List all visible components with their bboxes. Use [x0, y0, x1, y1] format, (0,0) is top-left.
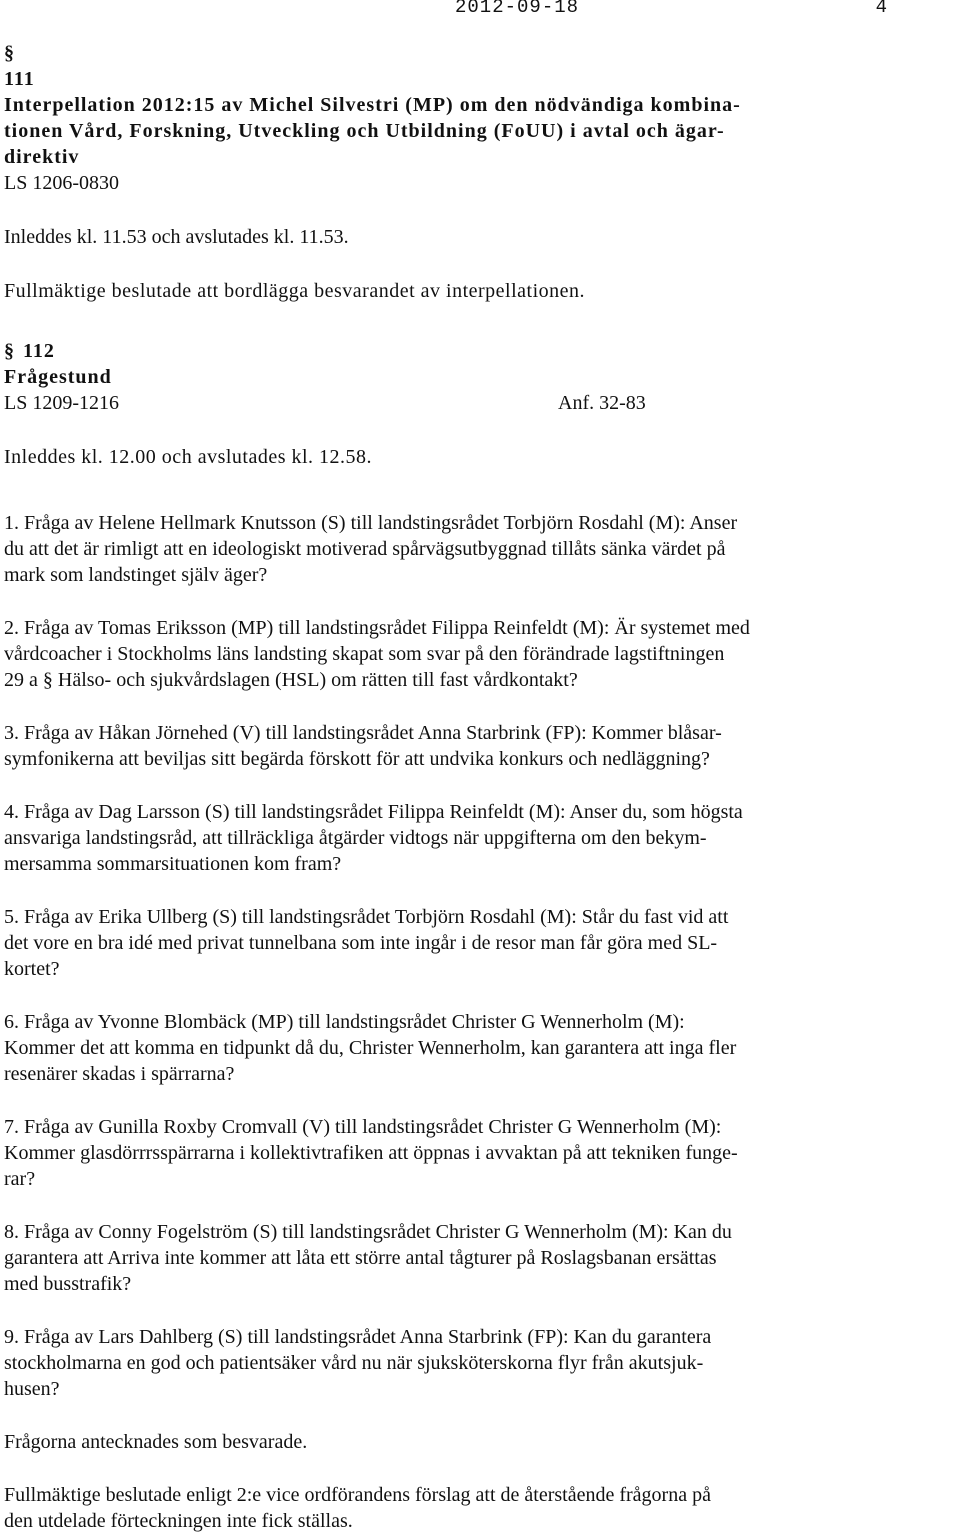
answered-note: Frågorna antecknades som besvarade. [4, 1431, 308, 1453]
question-8: 8. Fråga av Conny Fogelström (S) till landstingsrådet Christer G Wennerholm (M): Kan du garantera att Arriva inte kommer att låta ett större antal tågturer på Roslagsbanan ersättas med busstrafik? [4, 1221, 732, 1295]
section-decision: Fullmäktige beslutade att bordlägga besvarandet av interpellationen. [4, 280, 586, 302]
question-3: 3. Fråga av Håkan Jörnehed (V) till landstingsrådet Anna Starbrink (FP): Kommer blåsar- symfonikerna att beviljas sitt begärda förskott för att undvika konkurs och nedläggning? [4, 722, 722, 770]
page-number: 4 [875, 0, 888, 18]
section-number [4, 40, 954, 66]
document-body [4, 40, 954, 1534]
section-title: Frågestund [4, 366, 112, 388]
section-number-111: 111 [4, 68, 35, 90]
question-2: 2. Fråga av Tomas Eriksson (MP) till landstingsrådet Filippa Reinfeldt (M): Är systemet med vårdcoacher i Stockholms läns landsting skapat som svar på den förändrade lagstiftningen 29 a § Hälso- och sjukvårdslagen (HSL) om rätten till fast vårdkontakt? [4, 617, 750, 691]
question-7: 7. Fråga av Gunilla Roxby Cromvall (V) till landstingsrådet Christer G Wennerholm (M): Kommer glasdörrrsspärrarna i kollektivtrafiken att öppnas i avvaktan på att tekniken funge- rar? [4, 1116, 738, 1190]
question-6: 6. Fråga av Yvonne Blombäck (MP) till landstingsrådet Christer G Wennerholm (M): Kommer det att komma en tidpunkt då du, Christer Wennerholm, kan garantera att inga fler resenärer skadas i spärrarna? [4, 1011, 737, 1085]
section-112 [4, 338, 954, 470]
final-decision-line-1: Fullmäktige beslutade enligt 2:e vice ordförandens förslag att de återstående frågorna på [4, 1484, 711, 1506]
section-title-line-2: tionen Vård, Forskning, Utveckling och Utbildning (FoUU) i avtal och ägar- [4, 120, 725, 142]
anf-range: Anf. 32-83 [558, 392, 646, 414]
page-header [455, 0, 888, 22]
section-title-line-3: direktiv [4, 146, 80, 168]
final-decision-line-2: den utdelade förteckningen inte fick ställas. [4, 1510, 353, 1532]
section-111 [4, 40, 954, 304]
section-time: Inleddes kl. 11.53 och avslutades kl. 11.53. [4, 226, 349, 248]
section-title-line-1: Interpellation 2012:15 av Michel Silvestri (MP) om den nödvändiga kombina- [4, 94, 741, 116]
section-reference: LS 1206-0830 [4, 172, 119, 194]
reference-row [4, 390, 954, 416]
header-date: 2012-09-18 [455, 0, 580, 18]
question-9: 9. Fråga av Lars Dahlberg (S) till landstingsrådet Anna Starbrink (FP): Kan du garantera stockholmarna en god och patientsäker vård nu när sjuksköterskorna flyr från akutsjuk- husen? [4, 1326, 712, 1400]
section-number-112: § 112 [4, 340, 55, 362]
question-list [4, 510, 954, 1402]
section-symbol: § [4, 340, 15, 362]
question-4: 4. Fråga av Dag Larsson (S) till landstingsrådet Filippa Reinfeldt (M): Anser du, som högsta ansvariga landstingsråd, att tillräckliga åtgärder vidtogs när uppgifterna om den bekym- mersamma sommarsituationen kom fram? [4, 801, 743, 875]
section-reference: LS 1209-1216 [4, 392, 119, 414]
section-symbol: § [4, 42, 15, 64]
section-time: Inleddes kl. 12.00 och avslutades kl. 12.58. [4, 446, 373, 468]
question-5: 5. Fråga av Erika Ullberg (S) till landstingsrådet Torbjörn Rosdahl (M): Står du fast vid att det vore en bra idé med privat tunnelbana som inte ingår i de resor man får göra med SL- kortet? [4, 906, 729, 980]
question-1: 1. Fråga av Helene Hellmark Knutsson (S) till landstingsrådet Torbjörn Rosdahl (M): Anser du att det är rimligt att en ideologiskt motiverad spårvägsutbyggnad tillåts sänka värdet på mark som landstinget själv äger? [4, 512, 738, 586]
